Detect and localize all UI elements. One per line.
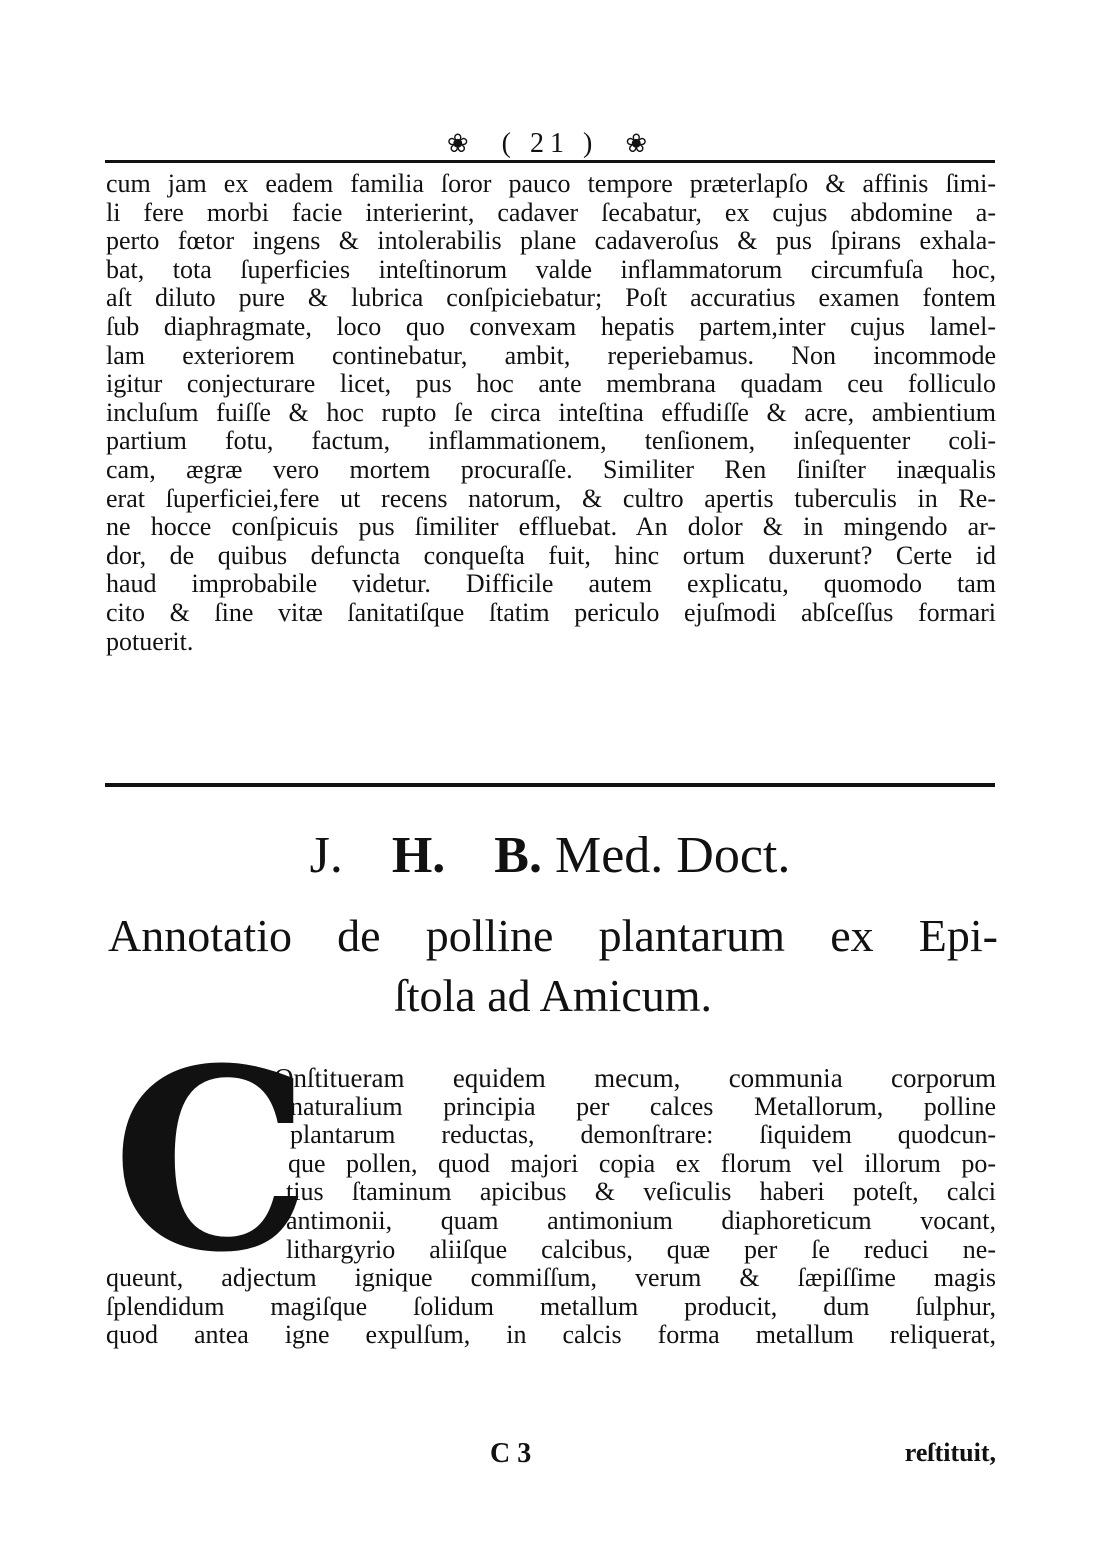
title-line: Annotatio de polline plantarum ex Epi- [108,910,998,961]
text-line: antimonii, quam antimonium diaphoreticum vocant, [286,1205,996,1235]
author-initial: H. [391,827,446,884]
text-line: potuerit. [106,626,194,656]
text-line: erat ſuperficiei,fere ut recens natorum, & cultro apertis tuberculis in Re- [106,483,996,513]
author-initial: J. [309,827,343,884]
text-line: ſplendidum magiſque ſolidum metallum producit, dum ſulphur, [106,1291,996,1321]
signature-mark: C 3 [490,1438,532,1469]
text-line: igitur conjecturare licet, pus hoc ante membrana quadam ceu folliculo [106,369,996,399]
paragraph-continued [106,170,996,656]
text-line: incluſum fuiſſe & hoc rupto ſe circa inteſtina effudiſſe & acre, ambientium [106,397,996,427]
text-line: cam, ægræ vero mortem procuraſſe. Similiter Ren ſiniſter inæqualis [106,454,996,484]
text-line: aſt diluto pure & lubrica conſpiciebatur; Poſt accuratius examen fontem [106,283,996,313]
article-title [108,906,998,1026]
text-line: lam exteriorem continebatur, ambit, reperiebamus. Non incommode [106,340,996,370]
head-rule [105,160,995,163]
text-line: ne hocce conſpicuis pus ſimiliter effluebat. An dolor & in mingendo ar- [106,512,996,542]
text-line: cum jam ex eadem familia ſoror pauco tempore præterlapſo & affinis ſimi- [106,169,996,198]
author-heading [0,826,1100,885]
text-line: queunt, adjectum ignique commiſſum, verum & ſæpiſſime magis [106,1263,996,1293]
text-line: que pollen, quod majori copia ex florum vel illorum po- [288,1148,996,1178]
author-title: Med. Doct. [554,827,791,884]
text-line: partium fotu, factum, inflammationem, tenſionem, inſequenter coli- [106,426,996,456]
fleuron-left-icon: ❀ [446,129,475,158]
fleuron-right-icon: ❀ [625,129,654,158]
drop-cap: C [112,1013,311,1307]
text-line: Onſtitueram equidem mecum, communia corporum [274,1063,996,1093]
title-line: ſtola ad Amicum. [393,970,713,1021]
text-line: naturalium principia per calces Metallorum, polline [290,1091,996,1121]
paragraph-body [106,1064,996,1350]
section-rule [105,783,995,787]
text-line: ſub diaphragmate, loco quo convexam hepatis partem,inter cujus lamel- [106,311,996,341]
text-line: tius ſtaminum apicibus & veſiculis haberi poteſt, calci [286,1177,996,1207]
page-number: ( 21 ) [501,128,599,159]
text-line: dor, de quibus defuncta conqueſta fuit, hinc ortum duxerunt? Certe id [106,540,996,570]
text-line: haud improbabile videtur. Difficile autem explicatu, quomodo tam [106,569,996,599]
text-line: perto fœtor ingens & intolerabilis plane cadaveroſus & pus ſpirans exhala- [106,226,996,256]
text-line: bat, tota ſuperficies inteſtinorum valde inflammatorum circumfuſa hoc, [106,254,996,284]
running-head [0,128,1100,160]
text-line: plantarum reductas, demonſtrare: ſiquidem quodcun- [290,1120,996,1150]
text-line: quod antea igne expulſum, in calcis forma metallum reliquerat, [106,1320,996,1350]
text-line: li fere morbi facie interierint, cadaver ſecabatur, ex cujus abdomine a- [106,197,996,227]
text-line: lithargyrio aliiſque calcibus, quæ per ſe reduci ne- [286,1234,996,1264]
text-line: cito & ſine vitæ ſanitatiſque ſtatim periculo ejuſmodi abſceſſus formari [106,597,996,627]
catchword: reſtituit, [904,1438,996,1467]
author-initial: B. [494,827,542,884]
